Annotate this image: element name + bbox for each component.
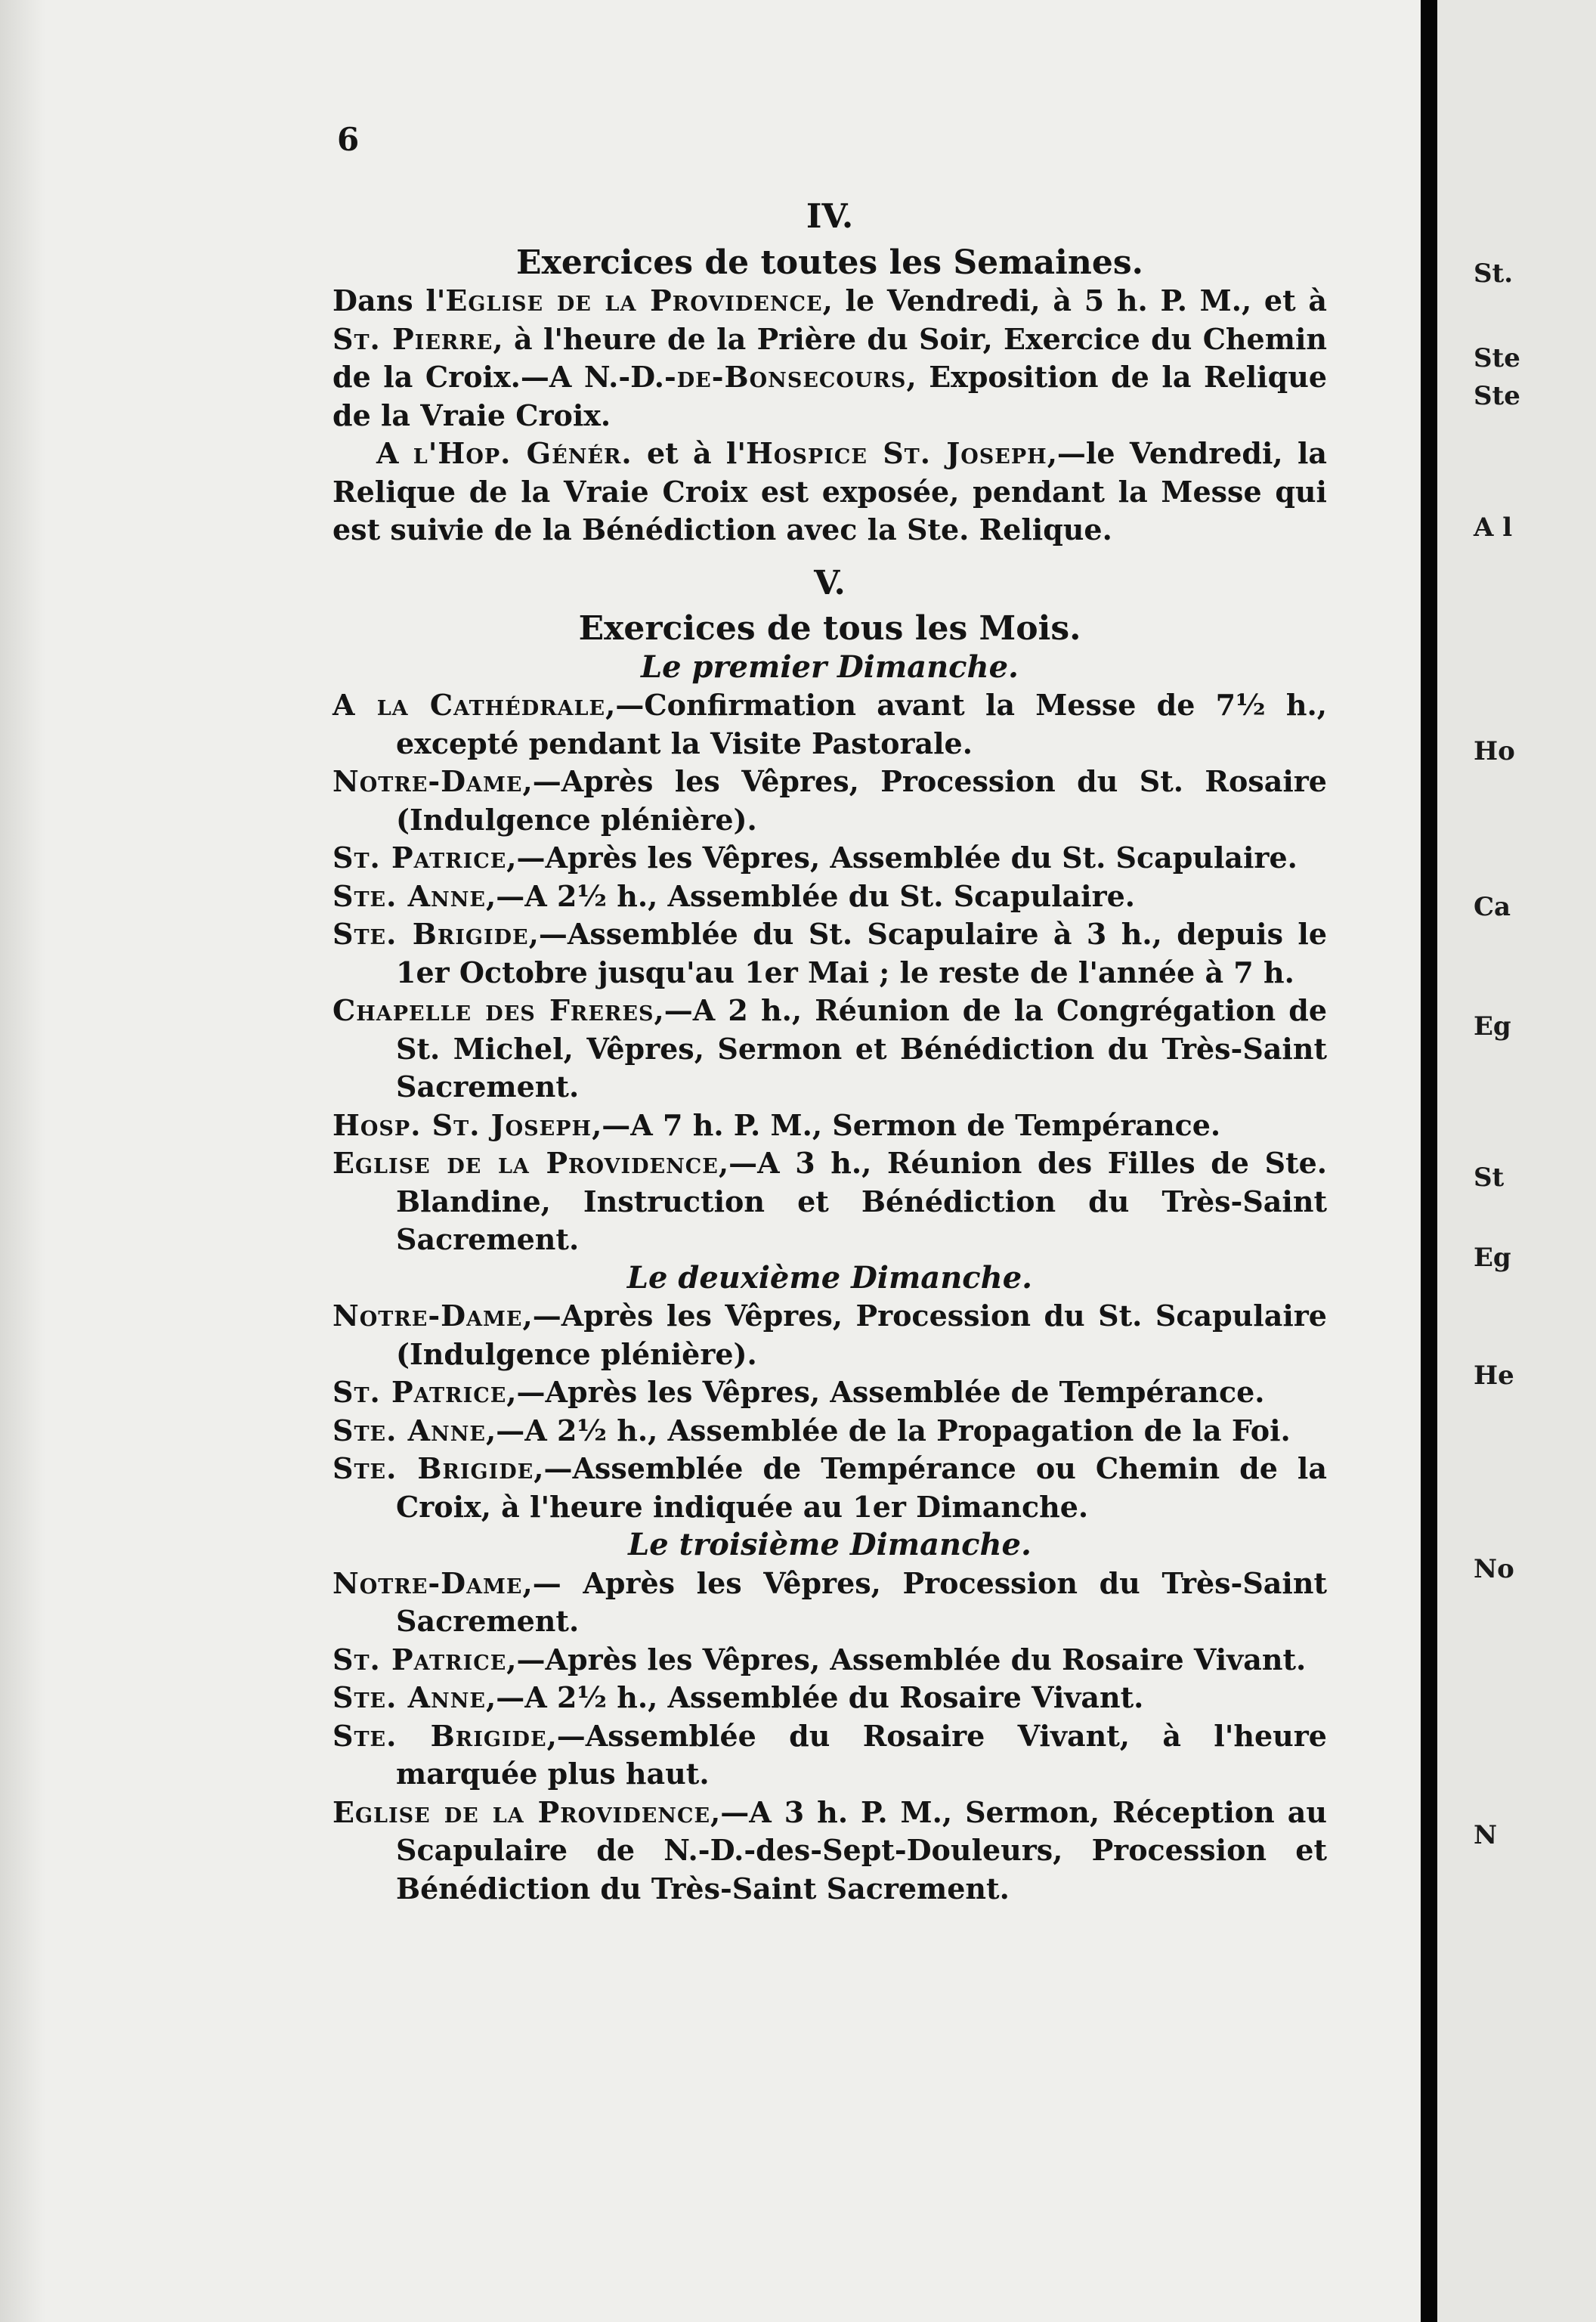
entry-name: St. Patrice [332, 1375, 507, 1409]
entry-text: ,—Après les Vêpres, Assemblée du St. Scapulaire. [506, 841, 1298, 875]
entry-text: ,—A 2 h., Réunion de la Congrégation de St. Michel, Vêpres, Sermon et Bénédiction du Très-Saint Sacrement. [396, 993, 1327, 1104]
entry-st-patrice [332, 1373, 1327, 1412]
entry-name: Ste. Brigide [332, 1718, 547, 1753]
entry-name: St. Patrice [332, 1642, 507, 1676]
entry-name: Ste. Anne [332, 1413, 486, 1447]
next-page-fragment: N [1474, 1820, 1498, 1850]
text-run: A [376, 436, 413, 470]
entry-name: Notre-Dame [332, 764, 523, 798]
entry-text: ,—Assemblée de Tempérance ou Chemin de la Croix, à l'heure indiquée au 1er Dimanche. [396, 1451, 1327, 1524]
entry-text: ,—Confirmation avant la Messe de 7½ h., excepté pendant la Visite Pastorale. [396, 688, 1327, 760]
entry-name: Chapelle des Freres [332, 993, 654, 1027]
entry-text: ,— Après les Vêpres, Procession du Très-Saint Sacrement. [396, 1565, 1327, 1638]
entry-name: Notre-Dame [332, 1565, 523, 1600]
entry-text: ,—A 2½ h., Assemblée de la Propagation de la Foi. [486, 1413, 1291, 1447]
text-run: , à l'heure de la Prière du Soir, Exercice du Chemin de la Croix.—A N.-D. [332, 321, 1328, 394]
section-v-numeral: V. [814, 563, 846, 602]
entry-name: St. Patrice [332, 841, 507, 875]
page-number: 6 [337, 121, 360, 158]
next-page-fragment: A l [1474, 512, 1513, 543]
entry-hosp-st-joseph [332, 1107, 1327, 1145]
entry-text: ,—Après les Vêpres, Assemblée du Rosaire Vivant. [506, 1642, 1307, 1676]
subheading-first-sunday: Le premier Dimanche. [641, 649, 1019, 685]
next-page-edge [1437, 0, 1596, 2322]
entry-ste-brigide [332, 1450, 1327, 1526]
page-divider [1421, 0, 1437, 2322]
entry-chapelle-freres [332, 992, 1327, 1107]
text-run: Dans l' [332, 283, 446, 317]
page-gutter-shadow [0, 0, 45, 2322]
text-run: , le Vendredi, à 5 h. P. M., et à [822, 283, 1327, 317]
subheading-third-sunday: Le troisième Dimanche. [628, 1527, 1032, 1562]
entry-notre-dame [332, 1565, 1327, 1641]
entry-cathedrale [332, 686, 1327, 763]
next-page-fragment: St [1474, 1163, 1505, 1193]
text-run: et à l' [632, 436, 746, 470]
entry-text: ,—A 3 h. P. M., Sermon, Réception au Scapulaire de N.-D.-des-Sept-Douleurs, Procession et Bénédiction du Très-Saint Sacrement. [396, 1794, 1327, 1906]
weekly-paragraph-1 [332, 282, 1327, 435]
entry-name: Ste. Anne [332, 878, 486, 913]
entry-text: ,—Après les Vêpres, Procession du St. Rosaire (Indulgence plénière). [396, 764, 1327, 837]
entry-st-patrice [332, 839, 1327, 878]
place-name: St. Pierre [332, 321, 493, 356]
entry-text: ,—A 7 h. P. M., Sermon de Tempérance. [592, 1107, 1221, 1142]
entry-eglise-providence [332, 1144, 1327, 1259]
next-page-fragment: St. [1474, 259, 1514, 289]
entry-name: Hosp. St. Joseph [332, 1107, 592, 1142]
entry-text: ,—Assemblée du St. Scapulaire à 3 h., depuis le 1er Octobre jusqu'au 1er Mai ; le reste de l'année à 7 h. [396, 917, 1327, 989]
section-iv-title: Exercices de toutes les Semaines. [516, 243, 1143, 282]
entry-name: Ste. Brigide [332, 917, 529, 951]
entry-name: Eglise de la Providence [332, 1794, 711, 1829]
entry-text: ,—Après les Vêpres, Assemblée de Tempérance. [506, 1375, 1265, 1409]
entry-ste-brigide [332, 915, 1327, 992]
entry-ste-anne [332, 1679, 1327, 1717]
text-run: , Exposition de la Relique de la Vraie Croix. [332, 360, 1327, 432]
entry-name: Notre-Dame [332, 1299, 523, 1333]
next-page-fragment: Eg [1474, 1243, 1511, 1273]
entry-name: Eglise de la Providence [332, 1146, 719, 1180]
entry-name: Ste. Brigide [332, 1451, 534, 1485]
subheading-second-sunday: Le deuxième Dimanche. [626, 1259, 1033, 1296]
entry-st-patrice [332, 1641, 1327, 1680]
entry-ste-anne [332, 878, 1327, 916]
entry-notre-dame [332, 1297, 1327, 1373]
place-name: -de-Bonsecours [664, 360, 907, 394]
entry-ste-anne [332, 1412, 1327, 1450]
entry-text: ,—Assemblée du Rosaire Vivant, à l'heure marquée plus haut. [396, 1718, 1327, 1791]
next-page-fragment: Eg [1474, 1011, 1511, 1042]
place-name: l'Hop. Génér. [413, 436, 633, 470]
entry-ste-brigide [332, 1717, 1327, 1794]
entry-text: ,—A 3 h., Réunion des Filles de Ste. Blandine, Instruction et Bénédiction du Très-Saint Sacrement. [396, 1146, 1327, 1256]
page-content [332, 198, 1327, 1908]
entry-name: A la Cathédrale [332, 688, 606, 722]
entry-eglise-providence [332, 1794, 1327, 1909]
next-page-fragment: Ste [1474, 343, 1520, 373]
section-v-title: Exercices de tous les Mois. [578, 609, 1081, 648]
entry-notre-dame [332, 763, 1327, 839]
text-run: ,—le Vendredi, la Relique de la Vraie Croix est exposée, pendant la Messe qui est suivie de la Bénédiction avec la Ste. Relique. [332, 436, 1328, 546]
next-page-fragment: Ca [1474, 892, 1511, 922]
place-name: Eglise de la Providence [445, 283, 823, 317]
entry-text: ,—A 2½ h., Assemblée du Rosaire Vivant. [486, 1680, 1144, 1714]
next-page-fragment: Ste [1474, 381, 1520, 411]
next-page-fragment: Ho [1474, 736, 1515, 766]
entry-text: ,—Après les Vêpres, Procession du St. Scapulaire (Indulgence plénière). [396, 1299, 1327, 1371]
entry-name: Ste. Anne [332, 1680, 486, 1714]
section-iv-numeral: IV. [806, 197, 854, 236]
weekly-paragraph-2 [332, 435, 1327, 550]
next-page-fragment: No [1474, 1554, 1514, 1584]
next-page-fragment: He [1474, 1361, 1514, 1391]
place-name: Hospice St. Joseph [745, 436, 1047, 470]
entry-text: ,—A 2½ h., Assemblée du St. Scapulaire. [486, 878, 1136, 913]
